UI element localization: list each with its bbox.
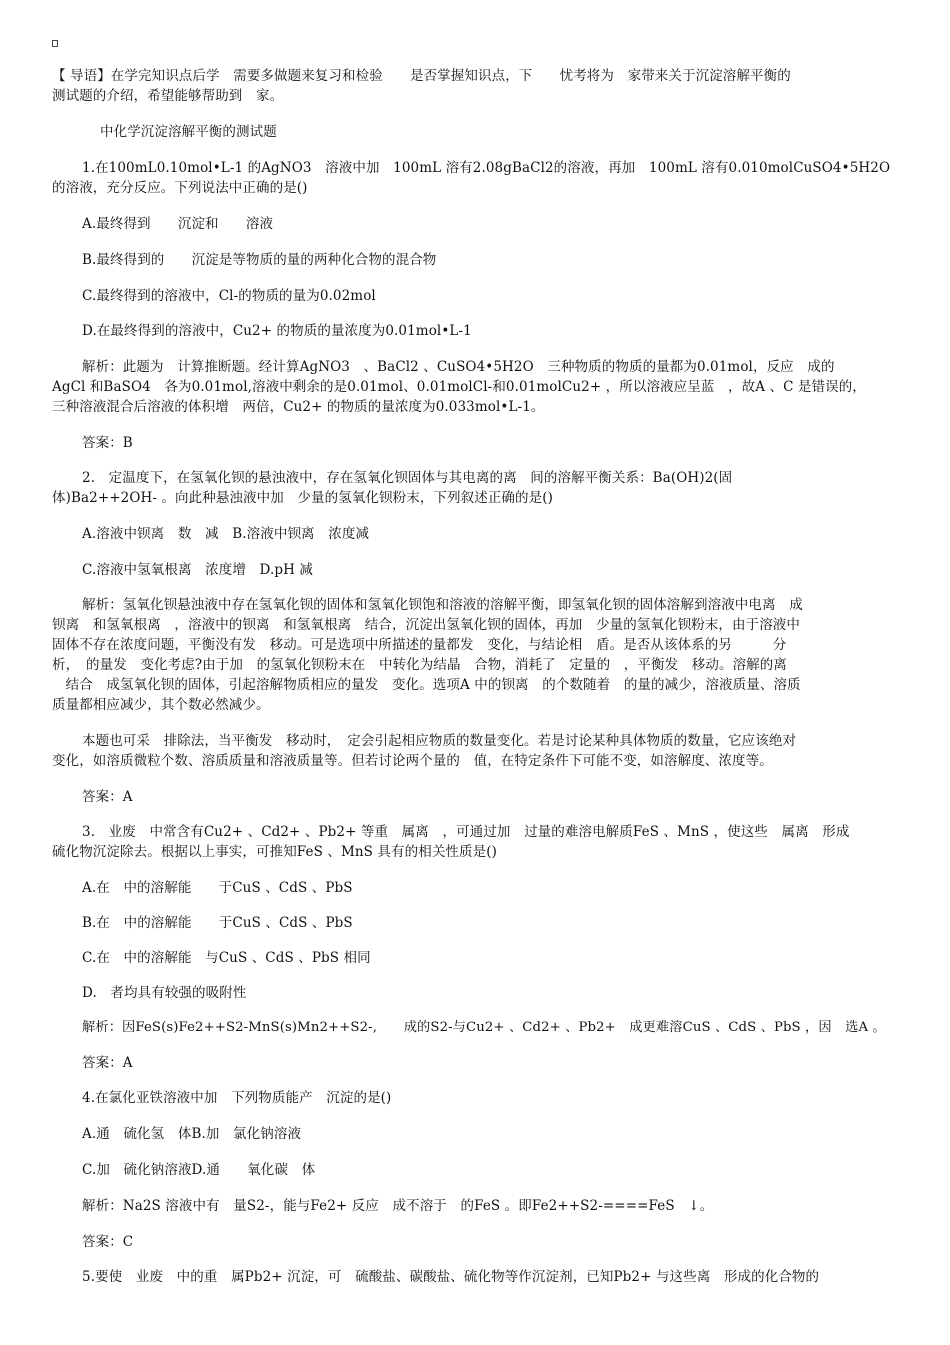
q4-answer: 答案：C bbox=[82, 1234, 134, 1250]
intro-line-2: 测试题的介绍，希望能够帮助到 家。 bbox=[52, 88, 284, 104]
q2-explanation-line-6: 质量都相应减少，其个数必然减少。 bbox=[52, 697, 270, 713]
q1-option-d: D.在最终得到的溶液中，Cu2+ 的物质的量浓度为0.01mol•L-1 bbox=[82, 323, 472, 339]
intro-line-1: 【 导语】在学完知识点后学 需要多做题来复习和检验 是否掌握知识点，下 忧考将为 家带来关于沉淀溶解平衡的 bbox=[52, 68, 791, 84]
q2-options-ab: A.溶液中钡离 数 减 B.溶液中钡离 浓度减 bbox=[82, 526, 370, 542]
q5-stem-line-1: 5.要使 业废 中的重 属Pb2+ 沉淀，可 硫酸盐、碳酸盐、硫化物等作沉淀剂，已知Pb2+ 与这些离 形成的化合物的 bbox=[82, 1269, 820, 1285]
q1-option-c: C.最终得到的溶液中，Cl-的物质的量为0.02mol bbox=[82, 288, 376, 304]
q2-explanation-line-4: 析， 的量发 变化考虑?由于加 的氢氧化钡粉末在 中转化为结晶 合物，消耗了 定量的 ，平衡发 移动。溶解的离 bbox=[52, 657, 787, 673]
q1-answer: 答案：B bbox=[82, 435, 133, 451]
q4-stem: 4.在氯化亚铁溶液中加 下列物质能产 沉淀的是() bbox=[82, 1090, 392, 1106]
q1-explanation-line-3: 三种溶液混合后溶液的体积增 两倍，Cu2+ 的物质的量浓度为0.033mol•L-1。 bbox=[52, 399, 545, 415]
q3-option-c: C.在 中的溶解能 与CuS 、CdS 、PbS 相同 bbox=[82, 950, 371, 966]
q4-options-cd: C.加 硫化钠溶液D.通 氧化碳 体 bbox=[82, 1162, 316, 1178]
q2-stem-line-2: 体)Ba2++2OH- 。向此种悬浊液中加 少量的氢氧化钡粉末，下列叙述正确的是() bbox=[52, 490, 553, 506]
q2-explanation-line-2: 钡离 和氢氧根离 ，溶液中的钡离 和氢氧根离 结合，沉淀出氢氧化钡的固体，再加 少量的氢氧化钡粉末，由于溶液中 bbox=[52, 617, 800, 633]
q3-option-b: B.在 中的溶解能 于CuS 、CdS 、PbS bbox=[82, 915, 353, 931]
q2-note-line-2: 变化，如溶质微粒个数、溶质质量和溶液质量等。但若讨论两个量的 值，在特定条件下可能不变，如溶解度、浓度等。 bbox=[52, 753, 773, 769]
document-title: 中化学沉淀溶解平衡的测试题 bbox=[100, 124, 277, 140]
q1-stem-line-2: 的溶液，充分反应。下列说法中正确的是() bbox=[52, 180, 308, 196]
q1-option-a: A.最终得到 沉淀和 溶液 bbox=[82, 216, 274, 232]
page-marker-icon bbox=[52, 40, 58, 47]
q2-stem-line-1: 2. 定温度下，在氢氧化钡的悬浊液中，存在氢氧化钡固体与其电离的离 间的溶解平衡关系：Ba(OH)2(固 bbox=[82, 470, 733, 486]
q3-option-d: D. 者均具有较强的吸附性 bbox=[82, 985, 247, 1001]
q1-option-b: B.最终得到的 沉淀是等物质的量的两种化合物的混合物 bbox=[82, 252, 437, 268]
q3-stem-line-2: 硫化物沉淀除去。根据以上事实，可推知FeS 、MnS 具有的相关性质是() bbox=[52, 844, 497, 860]
q2-explanation-line-3: 固体不存在浓度问题，平衡没有发 移动。可是选项中所描述的量都发 变化，与结论相 盾。是否从该体系的另 分 bbox=[52, 637, 787, 653]
q4-options-ab: A.通 硫化氢 体B.加 氯化钠溶液 bbox=[82, 1126, 302, 1142]
q3-explanation: 解析：因FeS(s)Fe2++S2-MnS(s)Mn2++S2-, 成的S2-与Cu2+ 、Cd2+ 、Pb2+ 成更难溶CuS 、CdS 、PbS ，因 选A 。 bbox=[82, 1020, 886, 1035]
q2-note-line-1: 本题也可采 排除法，当平衡发 移动时， 定会引起相应物质的数量变化。若是讨论某种具体物质的数量，它应该绝对 bbox=[82, 733, 797, 749]
q2-explanation-line-1: 解析：氢氧化钡悬浊液中存在氢氧化钡的固体和氢氧化钡饱和溶液的溶解平衡，即氢氧化钡的固体溶解到溶液中电离 成 bbox=[82, 597, 803, 613]
q3-option-a: A.在 中的溶解能 于CuS 、CdS 、PbS bbox=[82, 880, 353, 896]
q4-explanation: 解析：Na2S 溶液中有 量S2-，能与Fe2+ 反应 成不溶于 的FeS 。即Fe2++S2-====FeS ↓。 bbox=[82, 1198, 714, 1214]
q3-answer: 答案：A bbox=[82, 1055, 133, 1071]
q2-options-cd: C.溶液中氢氧根离 浓度增 D.pH 减 bbox=[82, 562, 313, 578]
q1-stem-line-1: 1.在100mL0.10mol•L-1 的AgNO3 溶液中加 100mL 溶有2.08gBaCl2的溶液，再加 100mL 溶有0.010molCuSO4•5H2O bbox=[82, 160, 891, 176]
q1-explanation-line-2: AgCl 和BaSO4 各为0.01mol,溶液中剩余的是0.01mol、0.01molCl-和0.01molCu2+ ，所以溶液应呈蓝 ，故A 、C 是错误的， bbox=[52, 379, 866, 395]
q2-answer: 答案：A bbox=[82, 789, 133, 805]
q1-explanation-line-1: 解析：此题为 计算推断题。经计算AgNO3 、BaCl2 、CuSO4•5H2O 三种物质的物质的量都为0.01mol，反应 成的 bbox=[82, 359, 835, 375]
q2-explanation-line-5: 结合 成氢氧化钡的固体，引起溶解物质相应的量发 变化。选项A 中的钡离 的个数随着 的量的减少，溶液质量、溶质 bbox=[52, 677, 801, 693]
q3-stem-line-1: 3. 业废 中常含有Cu2+ 、Cd2+ 、Pb2+ 等重 属离 ，可通过加 过量的难溶电解质FeS 、MnS ，使这些 属离 形成 bbox=[82, 824, 850, 840]
